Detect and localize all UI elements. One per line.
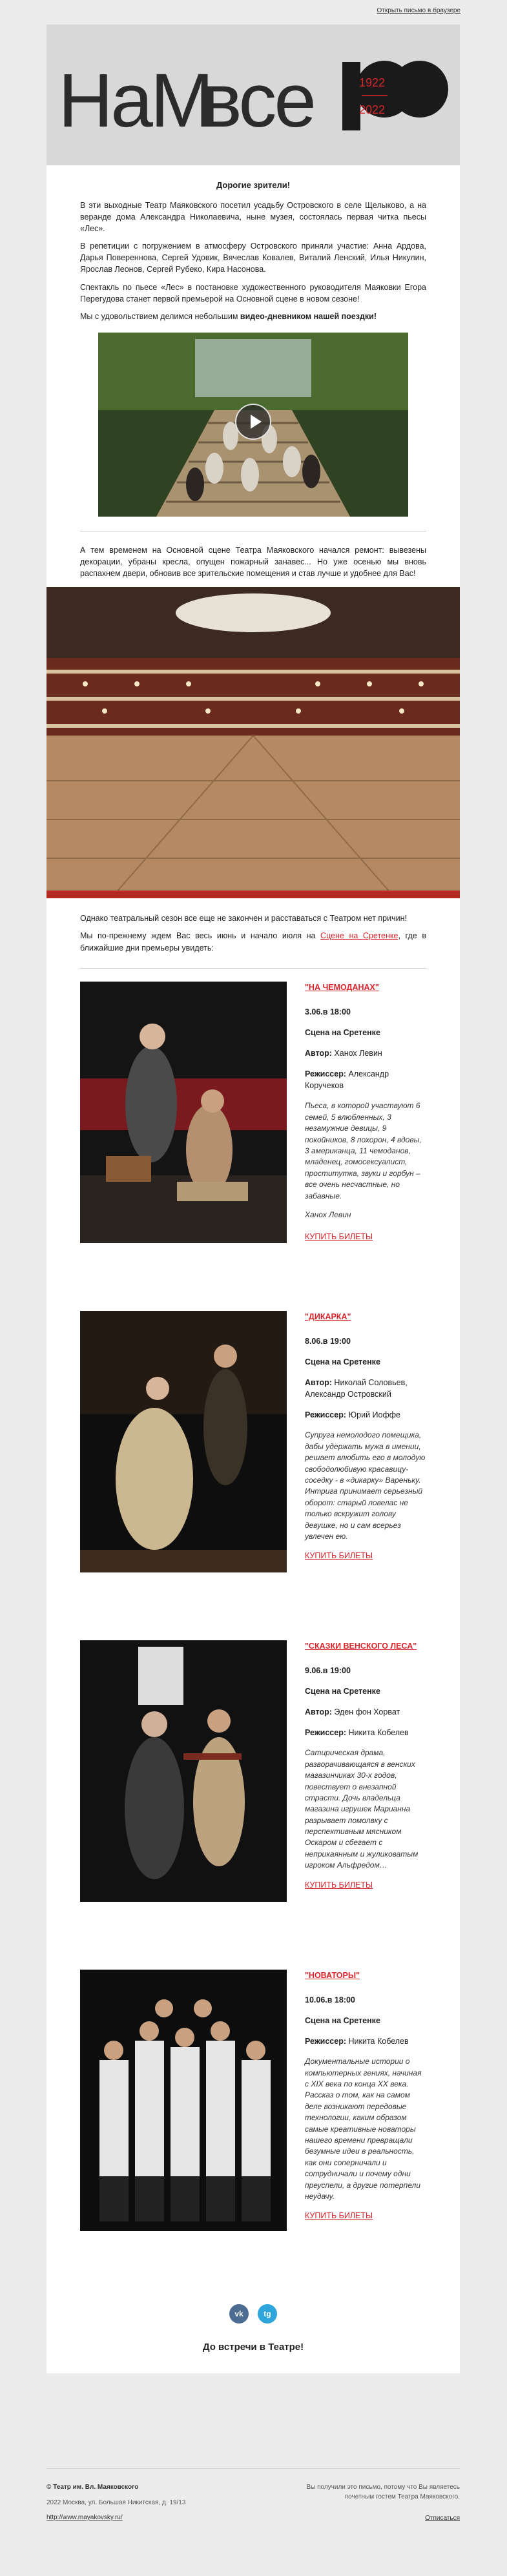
unsubscribe-link[interactable]: Отписаться [425, 2515, 460, 2522]
show-director-value: Юрий Иоффе [348, 1410, 400, 1420]
show-datetime: 10.06.в 18:00 [305, 1995, 355, 2004]
banner [47, 25, 460, 165]
show-director-value: Никита Кобелев [348, 1728, 409, 1738]
footer-site-link[interactable]: http://www.mayakovsky.ru/ [47, 2514, 123, 2521]
show-info [287, 1311, 426, 1640]
show-description: Документальные истории о компьютерных гениях, начиная с XIX века по конца XX века. Рассказ о том, как на самом деле возникают передовые технологии, каким образом самые креативные новаторы нашего времени превращали безумные идеи в реальность, как они соперничали и сотрудничали и почему одни преуспели, а другие потерпели неудачу. [305, 2057, 422, 2201]
season-paragraph-1: Однако театральный сезон все еще не закончен и расставаться с Театром нет причин! [80, 914, 407, 923]
show-info [287, 1640, 426, 1970]
show-director-value: Александр Коручеков [305, 1069, 389, 1091]
show-title[interactable]: "СКАЗКИ ВЕНСКОГО ЛЕСА" [305, 1641, 417, 1651]
telegram-icon-label: tg [264, 2309, 271, 2318]
open-in-browser-link[interactable]: Открыть письмо в браузере [377, 7, 460, 14]
sretenka-stage-link[interactable]: Сцене на Сретенке [320, 931, 398, 941]
greeting: Дорогие зрители! [216, 180, 291, 190]
show-description: Пьеса, в которой участвуют 6 семей, 5 влюбленных, 3 незамужние девицы, 9 покойников, 8 похорон, 4 вдовы, 3 американца, 11 чемоданов, младенец, гомосексуалист, проститутка, звуки и горбун – все очень несчастные, но забавные. [305, 1101, 422, 1200]
season-paragraph-2 [80, 930, 426, 953]
telegram-icon[interactable] [258, 2304, 277, 2324]
intro-paragraph-2: В репетиции с погружением в атмосферу Островского приняли участие: Анна Ардова, Дарья Повереннова, Сергей Удовик, Вячеслав Ковалев, Виталий Ленский, Илья Никулин, Ярослав Леонов, Сергей Рубеко, Кира Насонова. [80, 242, 426, 274]
show-signature: Ханох Левин [305, 1210, 351, 1219]
show-datetime: 3.06.в 18:00 [305, 1007, 351, 1016]
intro-paragraph-4-bold: видео-дневником нашей поездки! [240, 311, 377, 321]
show-director [305, 2035, 426, 2047]
logo-year-end: 2022 [359, 103, 386, 116]
show-poster [80, 1311, 287, 1572]
show-datetime: 9.06.в 19:00 [305, 1665, 351, 1675]
show-director [305, 1727, 426, 1738]
farewell-text: До встречи в Театре! [202, 2341, 304, 2353]
footer-left [47, 2483, 240, 2529]
season-paragraph-2-after: , где в ближайшие дни премьеры увидеть: [80, 931, 426, 953]
divider [80, 968, 426, 969]
play-icon[interactable] [235, 404, 271, 440]
show-title[interactable]: "ДИКАРКА" [305, 1312, 351, 1321]
show-author [305, 1377, 426, 1400]
show-stage: Сцена на Сретенке [305, 2015, 380, 2025]
footer-right [292, 2483, 460, 2524]
intro-paragraph-1: В эти выходные Театр Маяковского посетил усадьбу Островского в селе Щелыково, а на веранде дома Александра Николаевича, ныне музея, состоялась первая читка пьесы «Лес». [80, 200, 426, 234]
vk-icon[interactable] [229, 2304, 249, 2324]
show-description: Супруга немолодого помещика, дабы удержать мужа в имении, решает влюбить его в молодую свободолюбивую красавицу-соседку - в «дикарку» Вареньку. Интрига принимает серьезный оборот: старый ловелас не только вскружит голову девушке, но и сам всерьез увлечен ею. [305, 1430, 426, 1541]
buy-tickets-button[interactable]: КУПИТЬ БИЛЕТЫ [305, 1232, 373, 1242]
vk-icon-label: vk [234, 2309, 243, 2318]
theatre-hall-photo [47, 587, 460, 898]
show-datetime: 8.06.в 19:00 [305, 1336, 351, 1346]
logo-one-stroke [342, 62, 360, 130]
show-director-label: Режиссер: [305, 1728, 347, 1738]
show-author-label: Автор: [305, 1378, 332, 1388]
logo-circle-right [391, 61, 448, 118]
show-title[interactable]: "НОВАТОРЫ" [305, 1970, 360, 1980]
show-item [80, 1311, 426, 1640]
show-stage: Сцена на Сретенке [305, 1357, 380, 1366]
show-info [287, 982, 426, 1311]
show-stage: Сцена на Сретенке [305, 1686, 380, 1696]
show-item [80, 1970, 426, 2299]
buy-tickets-button[interactable]: КУПИТЬ БИЛЕТЫ [305, 1551, 373, 1561]
show-stage: Сцена на Сретенке [305, 1027, 380, 1037]
footer [47, 2468, 460, 2522]
show-author-value: Эден фон Хорват [334, 1707, 400, 1717]
logo-hundred: 100 [342, 89, 344, 90]
show-author [305, 1047, 426, 1059]
show-item [80, 1640, 426, 1970]
buy-tickets-button[interactable]: КУПИТЬ БИЛЕТЫ [305, 2211, 373, 2221]
logo-year-start: 1922 [359, 76, 386, 89]
show-author-label: Автор: [305, 1049, 332, 1058]
buy-tickets-button[interactable]: КУПИТЬ БИЛЕТЫ [305, 1880, 373, 1890]
season-paragraph-2-before: Мы по-прежнему ждем Вас весь июнь и начало июля на [80, 931, 321, 941]
show-director-label: Режиссер: [305, 1069, 347, 1079]
show-poster [80, 1970, 287, 2231]
theatre-logo [58, 50, 448, 141]
show-title[interactable]: "НА ЧЕМОДАНАХ" [305, 982, 379, 992]
show-director-label: Режиссер: [305, 2037, 347, 2046]
show-author-label: Автор: [305, 1707, 332, 1717]
footer-reason: Вы получили это письмо, потому что Вы являетесь почетным гостем Театра Маяковского. [306, 2484, 460, 2500]
email-card [47, 25, 460, 2373]
logo-text-right: все [202, 58, 314, 141]
show-description: Сатирическая драма, разворачивающаяся в венских магазинчиках 30-х годов, повествует о внезапной страсти. Дочь владельца магазина игрушек Марианна разрывает помолвку с перспективным мясником Оскаром и сбегает с неприкаянным и жуликоватым игроком Альфредом… [305, 1748, 419, 1870]
intro-paragraph-4 [80, 311, 426, 322]
footer-org: © Театр им. Вл. Маяковского [47, 2484, 139, 2491]
show-director [305, 1068, 426, 1091]
show-poster [80, 1640, 287, 1902]
show-director-value: Никита Кобелев [348, 2037, 409, 2046]
show-director [305, 1409, 426, 1421]
footer-address: 2022 Москва, ул. Большая Никитская, д. 19/13 [47, 2499, 186, 2506]
logo-text-left: НаМ [58, 58, 212, 141]
show-author-value: Николай Соловьев, Александр Островский [305, 1378, 408, 1399]
show-item [80, 982, 426, 1311]
intro-paragraph-4-text: Мы с удовольствием делимся небольшим [80, 311, 240, 321]
topbar [0, 0, 507, 14]
intro-paragraph-3: Спектакль по пьесе «Лес» в постановке художественного руководителя Маяковки Егора Перегудова станет первой премьерой на Основной сцене в новом сезоне! [80, 282, 426, 304]
content [47, 165, 460, 2354]
show-poster [80, 982, 287, 1243]
show-author [305, 1706, 426, 1718]
show-author-value: Ханох Левин [334, 1049, 382, 1058]
video-thumbnail[interactable] [98, 333, 408, 517]
shows-list [80, 982, 426, 2299]
show-info [287, 1970, 426, 2299]
social-links [80, 2304, 426, 2324]
repair-paragraph: А тем временем на Основной сцене Театра Маяковского начался ремонт: вывезены декорации, убраны кресла, опущен пожарный занавес... Но уже осенью мы вновь распахнем двери, обновив все зрительские помещения и став лучше и удобнее для Вас! [80, 545, 426, 579]
show-director-label: Режиссер: [305, 1410, 347, 1420]
